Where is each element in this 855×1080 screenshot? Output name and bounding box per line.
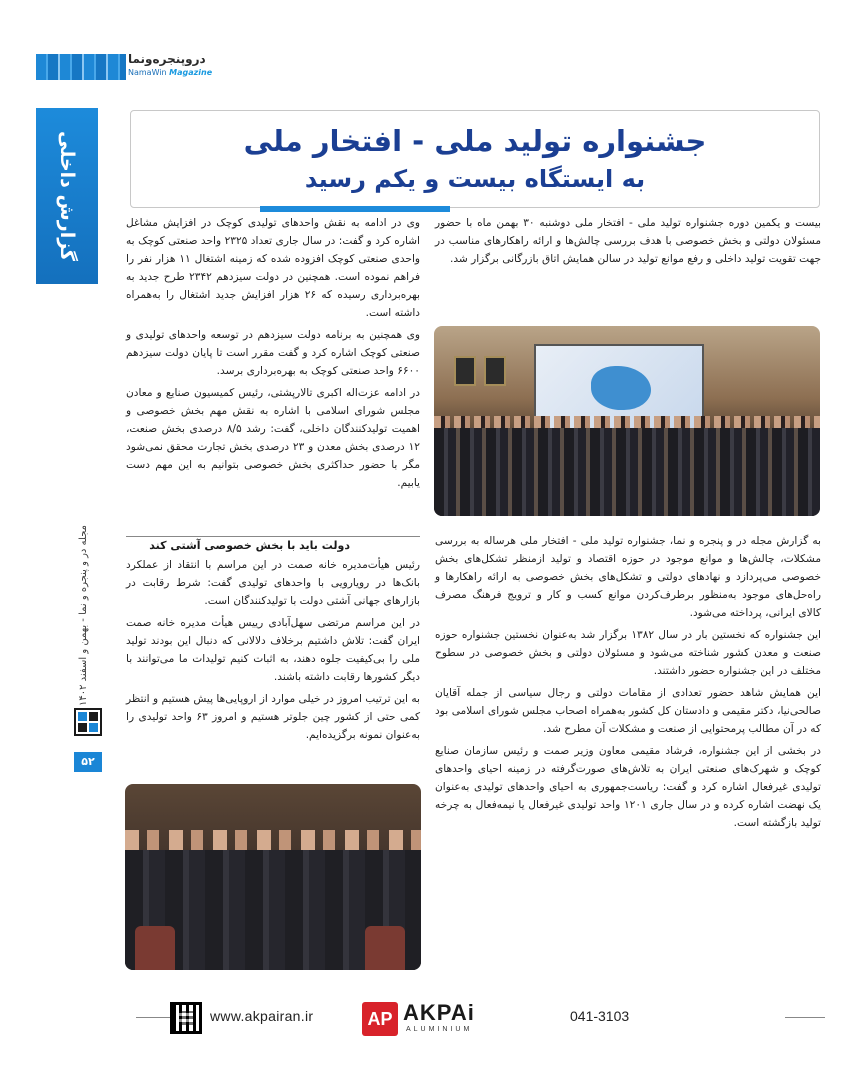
logo-sub-name: NamaWin [128, 68, 167, 77]
brand-subtitle: ALUMINIUM [406, 1026, 473, 1033]
brand-name: AKPAi [403, 1000, 475, 1025]
right-column-body [435, 532, 821, 836]
logo-subtitle [128, 67, 228, 79]
section-tab [36, 108, 98, 284]
article-subtitle: به ایستگاه بیست و یکم رسید [304, 165, 646, 193]
right-column-intro [435, 214, 821, 272]
wall-portrait [454, 356, 476, 386]
qr-code-icon [170, 1002, 202, 1034]
left-column-intro [126, 214, 420, 496]
seat [365, 926, 405, 970]
seat [135, 926, 175, 970]
footer-advert [170, 1002, 820, 1042]
paragraph: این همایش شاهد حضور تعدادی از مقامات دولتی و رجال سیاسی از جمله آقایان صالحی‌نیا، دکتر مقیمی و دادستان کل کشور به‌همراه اصحاب مجلس شورای اسلامی بود که در آن مطالب پرمحتوایی از صنعت و مشکلات آن مطرح شد. [435, 687, 821, 735]
paragraph: رئیس هیأت‌مدیره خانه صمت در این مراسم با انتقاد از عملکرد بانک‌ها در رویارویی با واحدهای تولیدی گفت: شرط رقابت در بازارهای جهانی آشتی دولت با تولیدکنندگان است. [126, 559, 420, 607]
paragraph: در ادامه عزت‌اله اکبری تالارپشتی، رئیس کمیسیون صنایع و معادن مجلس شورای اسلامی با اشاره به نقش مهم بخش خصوصی و اهمیت تولیدکنندگان داخلی، گفت: رشد ۸/۵ درصدی بخش صنعت، ۱۲ درصدی بخش معدن و ۲۳ درصدی بخش تجارت محقق نمی‌شود مگر با حضور حداکثری بخش خصوصی بتوانیم به این مهم دست یابیم. [126, 387, 420, 489]
paragraph: در بخشی از این جشنواره، فرشاد مقیمی معاون وزیر صمت و رئیس سازمان صنایع کوچک و شهرک‌های صنعتی ایران به تلاش‌های صورت‌گرفته در زمینه احیای واحدهای تولیدی غیرفعال اشاره کرد و گفت: ریاست‌جمهوری به احیای واحدهای تولیدی به‌عنوان یک نهضت اشاره کرده و در سال جاری ۱۲۰۱ واحد تولیدی غیرفعال یا نیمه‌فعال به چرخه تولید بازگشته است. [435, 745, 821, 829]
crowd [434, 428, 820, 516]
wall-portrait [484, 356, 506, 386]
section-label: گزارش داخلی [56, 130, 78, 262]
paragraph: وی در ادامه به نقش واحدهای تولیدی کوچک در افزایش مشاغل اشاره کرد و گفت: در سال جاری تعداد ۲۳۲۵ واحد صنعتی کوچک به واحدی صنعتی کوچک افزوده شده که زمینه اشتغال ۱۱ هزار نفر را فراهم نموده است. همچنین در دولت سیزدهم ۲۳۴۲ طرح جدید به بهره‌برداری رسیده که ۲۶ هزار افزایش جدید اشتغال را به‌همراه داشته است. [126, 217, 421, 319]
paragraph: به گزارش مجله در و پنجره و نما، جشنواره تولید ملی - افتخار ملی هرساله به بررسی مشکلات، چالش‌ها و موانع موجود در حوزه اقتصاد و تولید ازمنظر تشکل‌های بخش خصوصی می‌پردازد و نهادهای دولتی و تشکل‌های بخش خصوصی به ارائه راهکارها و راه‌حل‌های موجود به‌منظور برطرف‌کردن موانع کسب و کار و ترویج فرهنگ مصرف کالای ایرانی، پرداخته می‌شود. [435, 535, 821, 619]
paragraph: در این مراسم مرتضی سهل‌آبادی رییس هیأت مدیره خانه صمت ایران گفت: تلاش داشتیم برخلاف دلالانی که دنبال این بودند تولید ملی را بی‌کیفیت جلوه دهند، به اثبات کنیم تولیدات ما می‌توانند با دیگر کشورها رقابت داشته باشند. [126, 617, 420, 683]
article-title-box [130, 110, 820, 208]
brand-logo-icon: AP [362, 1002, 398, 1036]
issue-info: مجله در و پنجره و نما - بهمن و اسفند ۱۴۰۲ [78, 524, 89, 706]
left-column-body [126, 556, 420, 748]
window-icon [74, 708, 102, 736]
section-subheading: دولت باید با بخش خصوصی آشتی کند [126, 536, 420, 552]
paragraph: بیست و یکمین دوره جشنواره تولید ملی - افتخار ملی دوشنبه ۳۰ بهمن ماه با حضور مسئولان دولتی و بخش خصوصی با هدف بررسی چالش‌ها و ارائه راهکارهای مناسب در جهت تقویت تولید داخلی و رفع موانع تولید در سالن همایش اتاق بازرگانی برگزار شد. [435, 217, 821, 265]
logo-text: دروپنجره‌ونما [128, 52, 206, 66]
article-title: جشنواره تولید ملی - افتخار ملی [243, 124, 707, 158]
magazine-logo [128, 52, 228, 82]
masthead-stripe [36, 54, 126, 80]
phone-number: 041-3103 [570, 1008, 630, 1024]
paragraph: وی همچنین به برنامه دولت سیزدهم در توسعه واحدهای تولیدی و صنعتی کوچک اشاره کرد و گفت مقرر است تا پایان دولت سیزدهم ۶۶۰۰ واحد صنعتی کوچک به بهره‌برداری برسد. [126, 329, 420, 377]
logo-sub-mag: Magazine [169, 68, 213, 77]
website-link[interactable]: www.akpairan.ir [210, 1008, 314, 1024]
paragraph: این جشنواره که نخستین بار در سال ۱۳۸۲ برگزار شد به‌عنوان نخستین جشنواره حوزه صنعت و معدن کشور شناخته می‌شود و مسئولان دولتی و بخش خصوصی در سطوح مختلف در این جشنواره حضور داشتند. [435, 629, 821, 677]
ceremony-group-photo [434, 326, 820, 516]
page-number: ۵۲ [74, 752, 102, 772]
paragraph: به این ترتیب امروز در خیلی موارد از اروپایی‌ها پیش هستیم و انتظر کمی حتی از کشور چین جلوتر هستیم و امروز ۶۳ واحد تولیدی را به‌عنوان نمونه برگزیده‌ایم. [126, 693, 420, 741]
title-accent-bar [260, 206, 450, 212]
audience-photo [125, 784, 421, 970]
